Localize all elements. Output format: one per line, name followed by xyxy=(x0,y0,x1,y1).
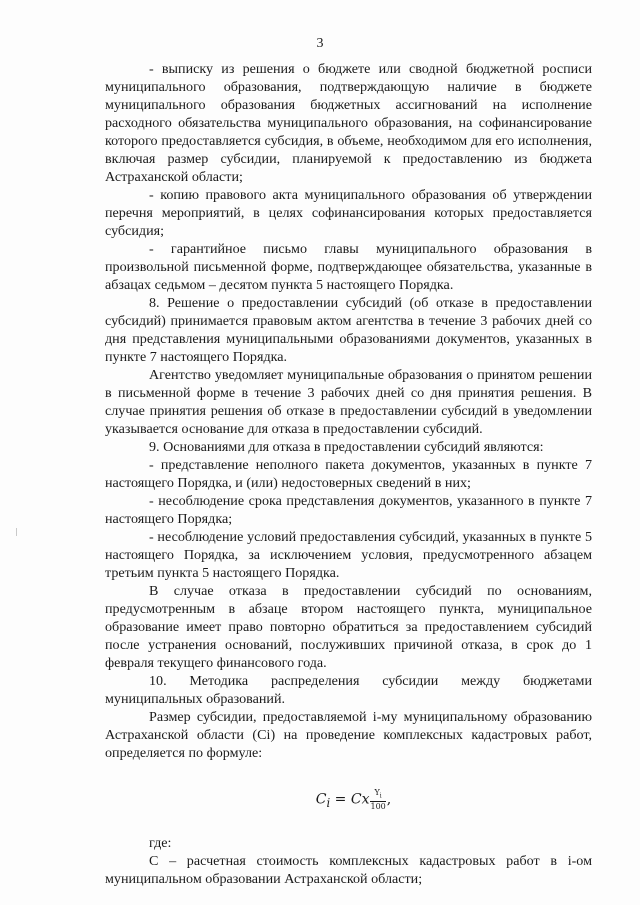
formula-lhs: C xyxy=(315,791,327,808)
paragraph: 8. Решение о предоставлении субсидий (об отказе в предоставлении субсидий) принимается правовым актом агентства в течение 3 рабочих дней со дня представления муниципальными образованиями документов, указанных в пункте 7 настоящего Порядка. xyxy=(105,295,592,365)
paragraph: В случае отказа в предоставлении субсидий по основаниям, предусмотренным в абзаце втором настоящего пункта, муниципальное образование имеет право повторно обратиться за предоставлением субсидий после устранения оснований, послуживших причиной отказа, в срок до 1 февраля текущего финансового года. xyxy=(105,583,592,671)
formula-fraction xyxy=(370,788,385,811)
paragraph: С – расчетная стоимость комплексных кадастровых работ в i-ом муниципальном образовании Астраханской области; xyxy=(105,853,592,888)
formula-denominator: 100 xyxy=(370,801,386,811)
paragraph: - выписку из решения о бюджете или сводной бюджетной росписи муниципального образования, подтверждающую наличие в бюджете муниципального образования бюджетных ассигнований на исполнение расходного обязательства муниципального образования, на софинансирование которого предоставляется субсидия, в объеме, необходимом для его исполнения, включая размер субсидии, планируемой к предоставлению из бюджета Астраханской области; xyxy=(105,61,592,185)
formula-lhs-subscript: i xyxy=(326,796,331,811)
subsidy-formula xyxy=(105,788,592,812)
paragraph-where: где: xyxy=(149,835,172,852)
formula-rhs: Cx xyxy=(350,791,370,808)
paragraph: - гарантийное письмо главы муниципального образования в произвольной письменной форме, подтверждающее обязательства, указанные в абзацах седьмом – десятом пункта 5 настоящего Порядка. xyxy=(105,241,592,293)
paragraph: 9. Основаниями для отказа в предоставлении субсидий являются: xyxy=(149,439,544,455)
page-number: 3 xyxy=(316,36,324,51)
paragraph: - несоблюдение срока представления документов, указанного в пункте 7 настоящего Порядка; xyxy=(105,493,592,527)
paragraph: Агентство уведомляет муниципальные образования о принятом решении в письменной форме в течение 3 рабочих дней со дня принятия решения. В случае принятия решения об отказе в предоставлении субсидий в уведомлении указывается основание для отказа в предоставлении субсидий. xyxy=(105,367,592,437)
formula-tail: , xyxy=(386,791,392,808)
formula-equals: = xyxy=(330,791,351,808)
paragraph: Размер субсидии, предоставляемой i-му муниципальному образованию Астраханской области (Ci) на проведение комплексных кадастровых работ, определяется по формуле: xyxy=(105,709,592,761)
scan-edge-mark xyxy=(16,528,17,536)
paragraph: - копию правового акта муниципального образования об утверждении перечня мероприятий, в целях софинансирования которых предоставляется субсидия; xyxy=(105,187,592,239)
document-body xyxy=(105,60,592,888)
paragraph: - представление неполного пакета документов, указанных в пункте 7 настоящего Порядка, и (или) недостоверных сведений в них; xyxy=(105,457,592,491)
paragraph: 10. Методика распределения субсидии между бюджетами муниципальных образований. xyxy=(105,673,592,707)
paragraph: - несоблюдение условий предоставления субсидий, указанных в пункте 5 настоящего Порядка, за исключением условия, предусмотренного абзацем третьим пункта 5 настоящего Порядка. xyxy=(105,529,592,581)
formula-numerator: $Y_i$ xyxy=(370,788,385,802)
